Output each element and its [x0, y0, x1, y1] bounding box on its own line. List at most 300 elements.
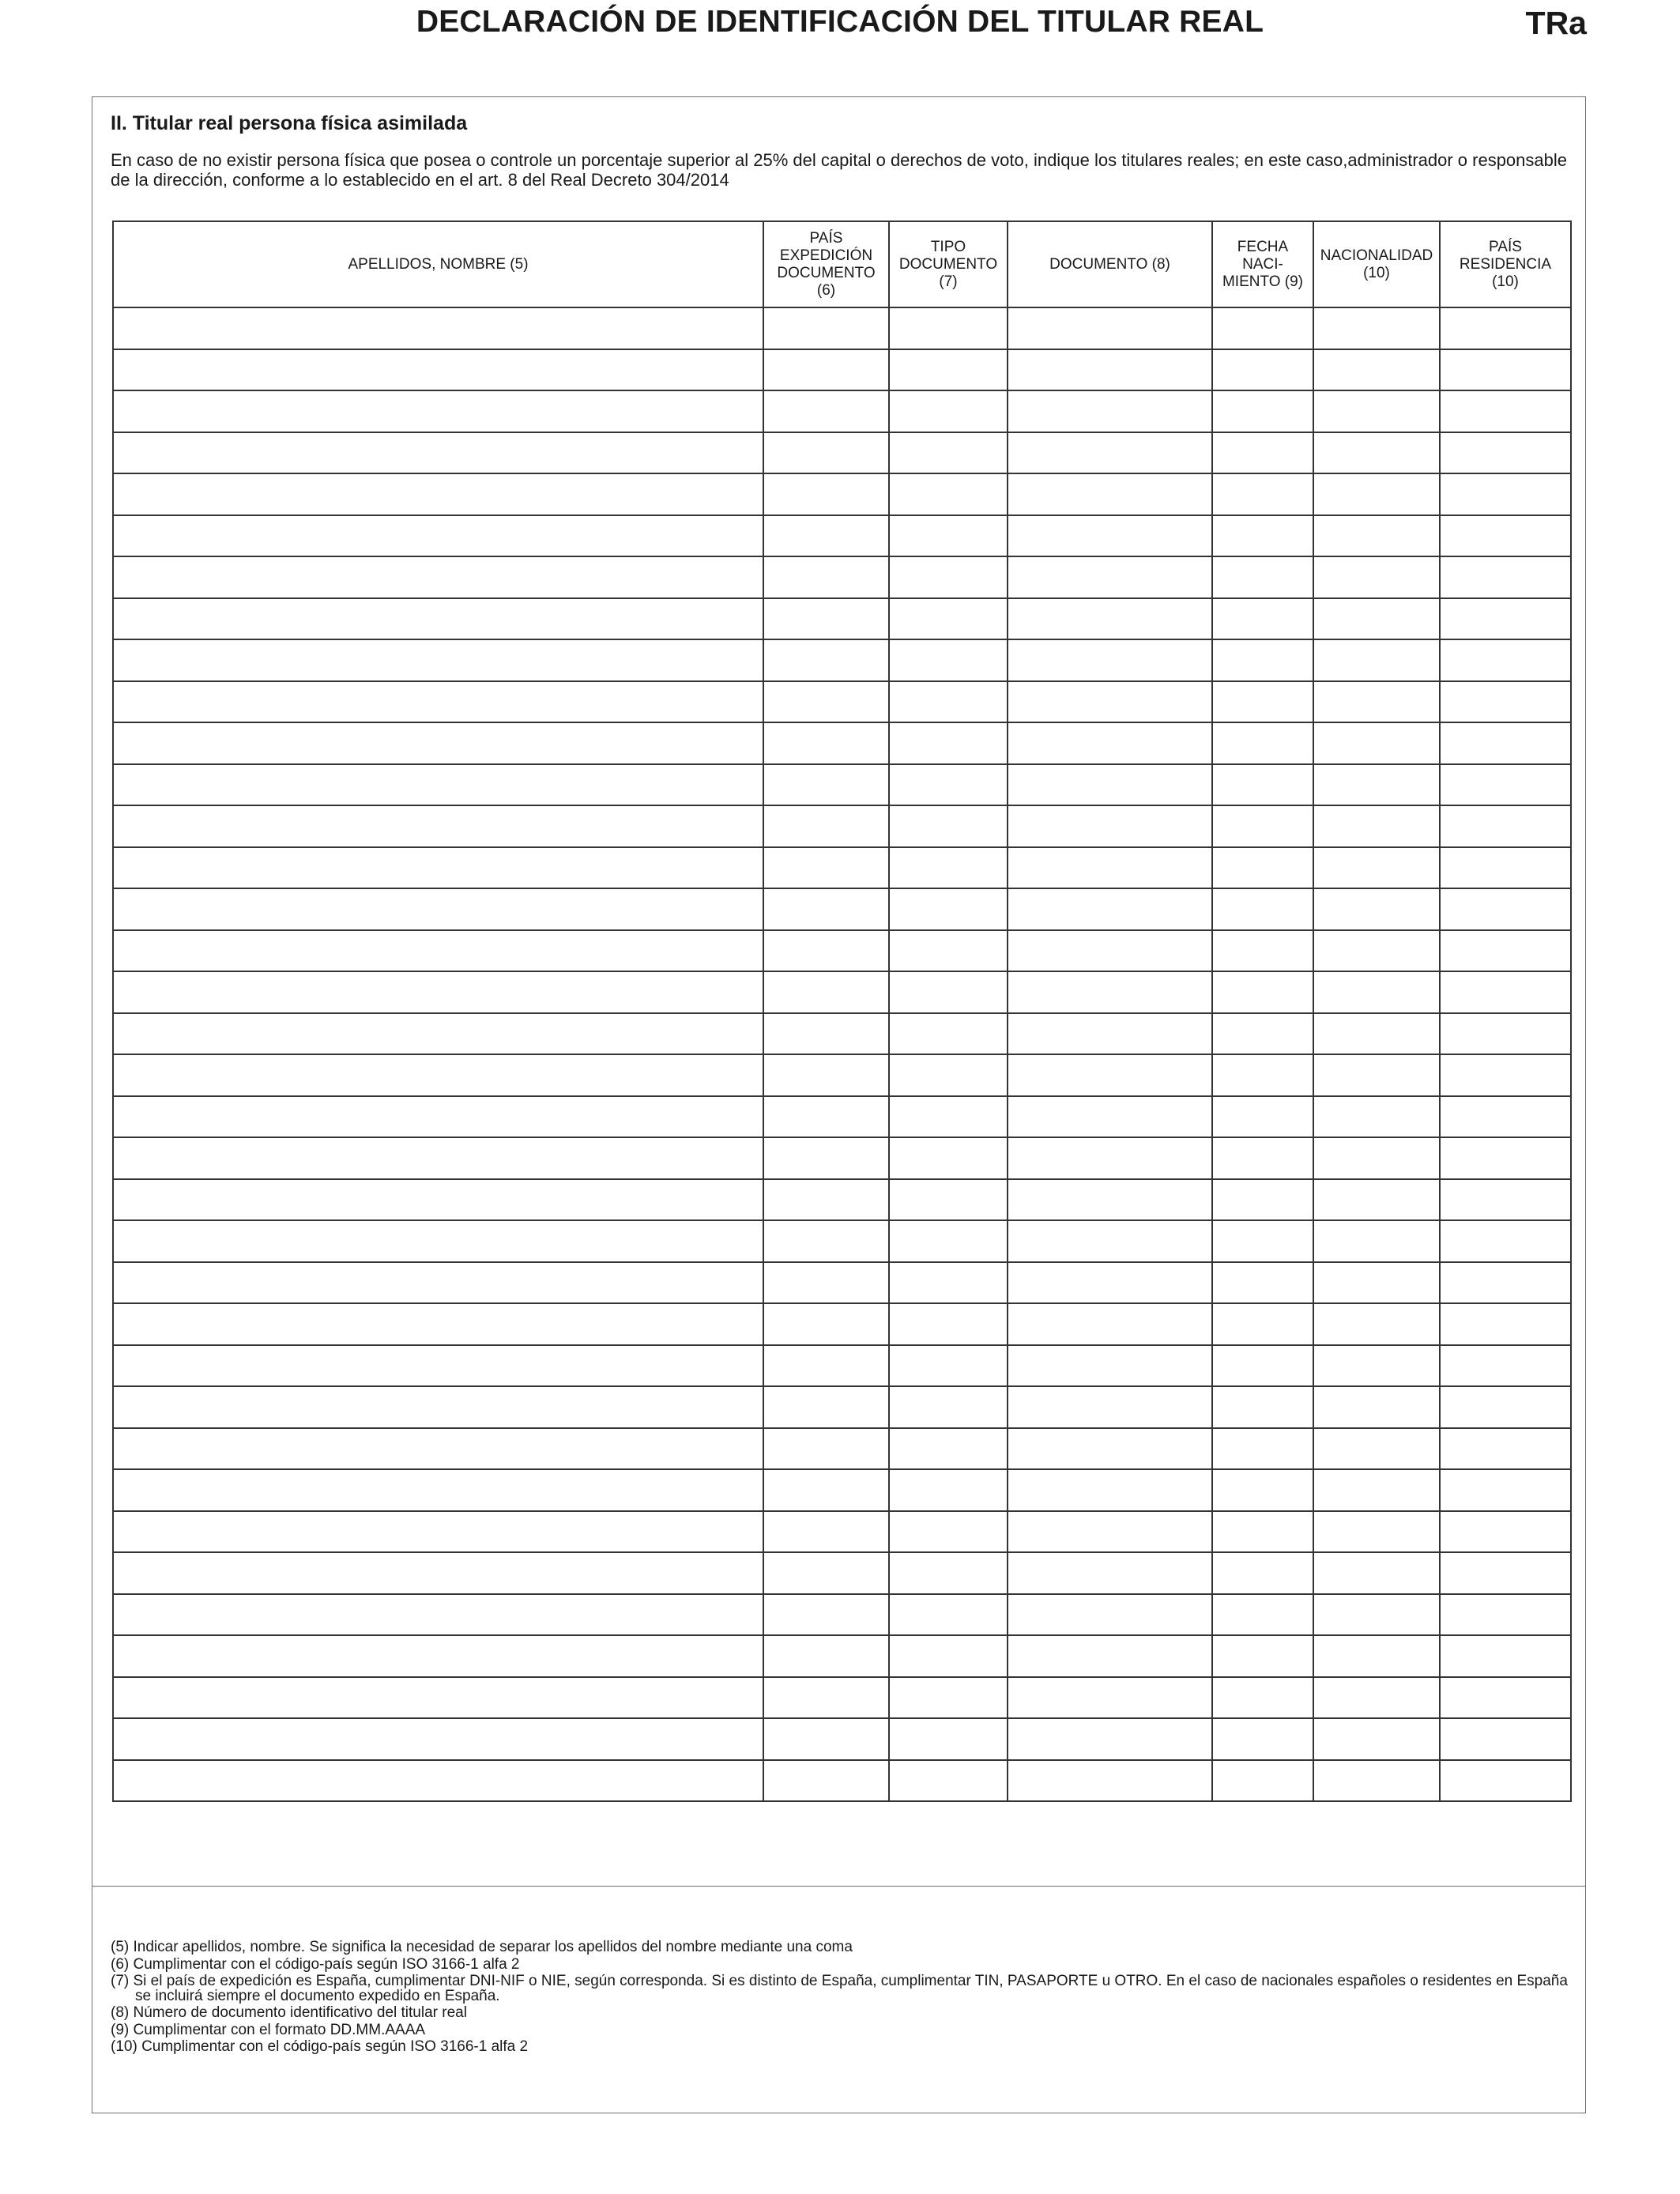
- table-cell[interactable]: [1212, 1677, 1313, 1719]
- table-cell[interactable]: [113, 1594, 763, 1636]
- table-cell[interactable]: [1313, 556, 1440, 598]
- table-cell[interactable]: [1440, 805, 1571, 847]
- table-cell[interactable]: [113, 1345, 763, 1387]
- table-cell[interactable]: [113, 722, 763, 764]
- table-cell[interactable]: [1212, 1594, 1313, 1636]
- table-cell[interactable]: [1212, 349, 1313, 391]
- column-header-pais-residencia: PAÍS RESIDENCIA (10): [1440, 221, 1571, 307]
- table-cell[interactable]: [1008, 1677, 1212, 1719]
- table-cell[interactable]: [1212, 1054, 1313, 1096]
- table-cell[interactable]: [763, 722, 889, 764]
- table-cell[interactable]: [1008, 1013, 1212, 1055]
- table-cell[interactable]: [889, 681, 1008, 723]
- table-cell[interactable]: [1313, 473, 1440, 515]
- table-cell[interactable]: [113, 764, 763, 806]
- table-cell[interactable]: [1008, 681, 1212, 723]
- table-cell[interactable]: [1440, 390, 1571, 432]
- table-cell[interactable]: [1212, 556, 1313, 598]
- table-cell[interactable]: [113, 1179, 763, 1221]
- table-cell[interactable]: [889, 1594, 1008, 1636]
- table-cell[interactable]: [763, 1096, 889, 1138]
- table-cell[interactable]: [1440, 1552, 1571, 1594]
- table-cell[interactable]: [1212, 1096, 1313, 1138]
- table-cell[interactable]: [1440, 307, 1571, 349]
- table-cell[interactable]: [889, 349, 1008, 391]
- table-cell[interactable]: [889, 556, 1008, 598]
- table-cell[interactable]: [1440, 515, 1571, 557]
- footnote-10: (10) Cumplimentar con el código-país según ISO 3166-1 alfa 2: [111, 2038, 529, 2055]
- table-cell[interactable]: [1313, 1303, 1440, 1345]
- table-row: [113, 971, 1571, 1013]
- column-header-fecha-nacimiento: FECHA NACI- MIENTO (9): [1212, 221, 1313, 307]
- table-cell[interactable]: [889, 1303, 1008, 1345]
- table-cell[interactable]: [1313, 1511, 1440, 1553]
- table-cell[interactable]: [1440, 1345, 1571, 1387]
- table-cell[interactable]: [113, 1428, 763, 1470]
- table-cell[interactable]: [1008, 764, 1212, 806]
- table-cell[interactable]: [1008, 349, 1212, 391]
- table-cell[interactable]: [1313, 1386, 1440, 1428]
- table-row: [113, 1760, 1571, 1802]
- table-cell[interactable]: [113, 307, 763, 349]
- table-cell[interactable]: [889, 1054, 1008, 1096]
- table-row: [113, 639, 1571, 681]
- document-title: DECLARACIÓN DE IDENTIFICACIÓN DEL TITULAR REAL: [416, 5, 1264, 39]
- table-cell[interactable]: [1313, 1469, 1440, 1511]
- table-cell[interactable]: [113, 930, 763, 972]
- table-cell[interactable]: [889, 515, 1008, 557]
- table-cell[interactable]: [1212, 1760, 1313, 1802]
- table-cell[interactable]: [1313, 1345, 1440, 1387]
- table-cell[interactable]: [763, 1054, 889, 1096]
- table-cell[interactable]: [889, 1469, 1008, 1511]
- table-cell[interactable]: [113, 888, 763, 930]
- table-row: [113, 432, 1571, 474]
- table-cell[interactable]: [1212, 930, 1313, 972]
- table-cell[interactable]: [1440, 1013, 1571, 1055]
- table-row: [113, 515, 1571, 557]
- table-cell[interactable]: [1212, 971, 1313, 1013]
- table-cell[interactable]: [1440, 722, 1571, 764]
- table-cell[interactable]: [889, 1220, 1008, 1262]
- table-cell[interactable]: [889, 1677, 1008, 1719]
- table-cell[interactable]: [1440, 1428, 1571, 1470]
- table-cell[interactable]: [1440, 930, 1571, 972]
- table-cell[interactable]: [113, 1635, 763, 1677]
- table-row: [113, 1718, 1571, 1760]
- table-cell[interactable]: [1212, 515, 1313, 557]
- table-cell[interactable]: [1440, 764, 1571, 806]
- table-cell[interactable]: [113, 847, 763, 889]
- table-cell[interactable]: [1008, 1386, 1212, 1428]
- table-cell[interactable]: [763, 307, 889, 349]
- table-row: [113, 930, 1571, 972]
- column-header-documento: DOCUMENTO (8): [1008, 221, 1212, 307]
- table-cell[interactable]: [1313, 349, 1440, 391]
- table-cell[interactable]: [1440, 432, 1571, 474]
- table-cell[interactable]: [1008, 556, 1212, 598]
- table-cell[interactable]: [1313, 722, 1440, 764]
- footnote-6: (6) Cumplimentar con el código-país según ISO 3166-1 alfa 2: [111, 1955, 520, 1973]
- table-cell[interactable]: [1008, 1718, 1212, 1760]
- table-cell[interactable]: [1008, 1594, 1212, 1636]
- table-cell[interactable]: [1212, 1718, 1313, 1760]
- table-cell[interactable]: [1212, 1428, 1313, 1470]
- table-cell[interactable]: [1212, 390, 1313, 432]
- table-cell[interactable]: [1212, 598, 1313, 640]
- table-cell[interactable]: [1008, 847, 1212, 889]
- table-cell[interactable]: [1313, 1220, 1440, 1262]
- table-cell[interactable]: [1440, 473, 1571, 515]
- table-cell[interactable]: [113, 971, 763, 1013]
- table-cell[interactable]: [889, 1262, 1008, 1304]
- table-cell[interactable]: [1313, 639, 1440, 681]
- table-cell[interactable]: [763, 349, 889, 391]
- table-cell[interactable]: [1008, 1220, 1212, 1262]
- table-cell[interactable]: [1313, 681, 1440, 723]
- table-cell[interactable]: [1212, 1511, 1313, 1553]
- table-cell[interactable]: [1440, 1594, 1571, 1636]
- table-cell[interactable]: [763, 432, 889, 474]
- table-cell[interactable]: [763, 1386, 889, 1428]
- table-cell[interactable]: [1212, 1635, 1313, 1677]
- table-cell[interactable]: [1440, 1054, 1571, 1096]
- table-cell[interactable]: [763, 888, 889, 930]
- table-cell[interactable]: [1212, 681, 1313, 723]
- table-cell[interactable]: [1313, 1137, 1440, 1179]
- table-row: [113, 681, 1571, 723]
- table-cell[interactable]: [1313, 1718, 1440, 1760]
- table-cell[interactable]: [1313, 1552, 1440, 1594]
- table-cell[interactable]: [1212, 1386, 1313, 1428]
- table-row: [113, 805, 1571, 847]
- table-cell[interactable]: [1440, 1511, 1571, 1553]
- table-row: [113, 1386, 1571, 1428]
- table-cell[interactable]: [1008, 1262, 1212, 1304]
- table-cell[interactable]: [113, 639, 763, 681]
- table-cell[interactable]: [1008, 598, 1212, 640]
- table-cell[interactable]: [889, 1635, 1008, 1677]
- table-cell[interactable]: [113, 556, 763, 598]
- table-cell[interactable]: [763, 1469, 889, 1511]
- table-row: [113, 722, 1571, 764]
- table-cell[interactable]: [1212, 1469, 1313, 1511]
- table-cell[interactable]: [889, 1760, 1008, 1802]
- section-intro: En caso de no existir persona física que posea o controle un porcentaje superior al 25% del capital o derechos de voto, indique los titulares reales; en este caso,administrador o responsable de la dirección, conforme a lo establecido en el art. 8 del Real Decreto 304/2014: [111, 150, 1567, 190]
- table-cell[interactable]: [763, 639, 889, 681]
- table-cell[interactable]: [1008, 1428, 1212, 1470]
- table-cell[interactable]: [889, 473, 1008, 515]
- table-cell[interactable]: [1008, 1511, 1212, 1553]
- table-cell[interactable]: [113, 473, 763, 515]
- table-row: [113, 1677, 1571, 1719]
- footnote-8: (8) Número de documento identificativo del titular real: [111, 2004, 467, 2021]
- table-cell[interactable]: [1313, 930, 1440, 972]
- footnotes: [111, 1939, 1573, 2056]
- table-cell[interactable]: [1212, 764, 1313, 806]
- table-row: [113, 1635, 1571, 1677]
- table-cell[interactable]: [113, 432, 763, 474]
- table-cell[interactable]: [889, 847, 1008, 889]
- table-cell[interactable]: [1008, 432, 1212, 474]
- column-header-pais-expedicion: PAÍS EXPEDICIÓN DOCUMENTO (6): [763, 221, 889, 307]
- table-cell[interactable]: [1008, 1054, 1212, 1096]
- table-cell[interactable]: [889, 1511, 1008, 1553]
- table-row: [113, 847, 1571, 889]
- table-cell[interactable]: [1313, 1760, 1440, 1802]
- table-cell[interactable]: [1440, 556, 1571, 598]
- table-cell[interactable]: [1313, 971, 1440, 1013]
- table-cell[interactable]: [113, 805, 763, 847]
- table-cell[interactable]: [1212, 307, 1313, 349]
- table-cell[interactable]: [113, 1386, 763, 1428]
- table-cell[interactable]: [1313, 1677, 1440, 1719]
- table-cell[interactable]: [1440, 1137, 1571, 1179]
- table-cell[interactable]: [889, 1718, 1008, 1760]
- table-cell[interactable]: [1313, 1262, 1440, 1304]
- table-cell[interactable]: [763, 1428, 889, 1470]
- table-cell[interactable]: [763, 1594, 889, 1636]
- table-cell[interactable]: [113, 1677, 763, 1719]
- table-cell[interactable]: [763, 805, 889, 847]
- table-cell[interactable]: [1212, 473, 1313, 515]
- table-cell[interactable]: [1313, 1013, 1440, 1055]
- table-row: [113, 1594, 1571, 1636]
- table-cell[interactable]: [1313, 598, 1440, 640]
- table-cell[interactable]: [1313, 390, 1440, 432]
- table-cell[interactable]: [113, 1220, 763, 1262]
- table-cell[interactable]: [113, 1013, 763, 1055]
- table-cell[interactable]: [1313, 307, 1440, 349]
- beneficial-owner-table: [112, 221, 1572, 1802]
- table-cell[interactable]: [763, 681, 889, 723]
- table-cell[interactable]: [1440, 349, 1571, 391]
- table-cell[interactable]: [889, 1096, 1008, 1138]
- table-cell[interactable]: [1008, 1137, 1212, 1179]
- table-cell[interactable]: [889, 1386, 1008, 1428]
- table-cell[interactable]: [889, 930, 1008, 972]
- table-cell[interactable]: [1212, 1220, 1313, 1262]
- table-cell[interactable]: [763, 1345, 889, 1387]
- table-row: [113, 1179, 1571, 1221]
- table-cell[interactable]: [113, 1718, 763, 1760]
- table-cell[interactable]: [763, 1760, 889, 1802]
- table-cell[interactable]: [1212, 805, 1313, 847]
- table-cell[interactable]: [1008, 1552, 1212, 1594]
- table-cell[interactable]: [889, 432, 1008, 474]
- table-cell[interactable]: [1008, 1096, 1212, 1138]
- table-cell[interactable]: [1440, 1469, 1571, 1511]
- table-cell[interactable]: [1313, 1054, 1440, 1096]
- table-cell[interactable]: [1313, 1635, 1440, 1677]
- table-cell[interactable]: [113, 1137, 763, 1179]
- table-row: [113, 349, 1571, 391]
- table-cell[interactable]: [889, 1428, 1008, 1470]
- table-cell[interactable]: [1313, 888, 1440, 930]
- table-cell[interactable]: [1212, 1013, 1313, 1055]
- table-row: [113, 390, 1571, 432]
- table-cell[interactable]: [1313, 1096, 1440, 1138]
- table-cell[interactable]: [113, 1760, 763, 1802]
- section-divider: [92, 1886, 1585, 1887]
- table-cell[interactable]: [763, 473, 889, 515]
- table-cell[interactable]: [763, 1511, 889, 1553]
- table-cell[interactable]: [1440, 1386, 1571, 1428]
- table-cell[interactable]: [763, 1262, 889, 1304]
- table-cell[interactable]: [1313, 805, 1440, 847]
- table-row: [113, 764, 1571, 806]
- table-cell[interactable]: [763, 1635, 889, 1677]
- table-cell[interactable]: [1440, 1179, 1571, 1221]
- table-cell[interactable]: [1313, 1428, 1440, 1470]
- table-cell[interactable]: [763, 515, 889, 557]
- table-cell[interactable]: [889, 971, 1008, 1013]
- table-cell[interactable]: [113, 390, 763, 432]
- table-cell[interactable]: [763, 1303, 889, 1345]
- table-body: [113, 307, 1571, 1801]
- table-cell[interactable]: [1313, 1594, 1440, 1636]
- table-cell[interactable]: [763, 1179, 889, 1221]
- table-cell[interactable]: [1008, 515, 1212, 557]
- table-cell[interactable]: [1212, 1345, 1313, 1387]
- table-cell[interactable]: [113, 1054, 763, 1096]
- table-cell[interactable]: [763, 1677, 889, 1719]
- table-cell[interactable]: [763, 764, 889, 806]
- table-cell[interactable]: [763, 598, 889, 640]
- column-header-apellidos-nombre: APELLIDOS, NOMBRE (5): [113, 221, 763, 307]
- table-cell[interactable]: [1008, 971, 1212, 1013]
- table-cell[interactable]: [1008, 930, 1212, 972]
- table-cell[interactable]: [113, 1303, 763, 1345]
- table-cell[interactable]: [1440, 971, 1571, 1013]
- table-cell[interactable]: [1313, 515, 1440, 557]
- table-cell[interactable]: [1008, 888, 1212, 930]
- table-row: [113, 1428, 1571, 1470]
- table-cell[interactable]: [1440, 888, 1571, 930]
- table-cell[interactable]: [889, 1345, 1008, 1387]
- table-cell[interactable]: [763, 1137, 889, 1179]
- table-cell[interactable]: [889, 888, 1008, 930]
- table-cell[interactable]: [889, 390, 1008, 432]
- table-header-row: [113, 221, 1571, 307]
- table-cell[interactable]: [889, 1179, 1008, 1221]
- table-cell[interactable]: [1440, 1677, 1571, 1719]
- table-cell[interactable]: [113, 349, 763, 391]
- table-cell[interactable]: [1440, 1635, 1571, 1677]
- table-cell[interactable]: [1440, 1096, 1571, 1138]
- table-cell[interactable]: [1313, 432, 1440, 474]
- table-row: [113, 1469, 1571, 1511]
- table-cell[interactable]: [1008, 1635, 1212, 1677]
- table-cell[interactable]: [1008, 722, 1212, 764]
- table-row: [113, 473, 1571, 515]
- table-cell[interactable]: [1008, 1469, 1212, 1511]
- table-cell[interactable]: [1008, 1303, 1212, 1345]
- table-cell[interactable]: [1008, 1760, 1212, 1802]
- table-cell[interactable]: [1212, 1137, 1313, 1179]
- table-row: [113, 888, 1571, 930]
- table-cell[interactable]: [889, 639, 1008, 681]
- table-cell[interactable]: [1440, 1220, 1571, 1262]
- table-cell[interactable]: [1440, 1718, 1571, 1760]
- table-cell[interactable]: [889, 307, 1008, 349]
- table-cell[interactable]: [1008, 307, 1212, 349]
- table-cell[interactable]: [763, 847, 889, 889]
- table-cell[interactable]: [889, 722, 1008, 764]
- table-cell[interactable]: [763, 1718, 889, 1760]
- table-cell[interactable]: [1212, 639, 1313, 681]
- form-code: TRa: [1525, 5, 1587, 41]
- table-cell[interactable]: [113, 681, 763, 723]
- table-cell[interactable]: [1313, 1179, 1440, 1221]
- table-cell[interactable]: [763, 971, 889, 1013]
- footnote-5: (5) Indicar apellidos, nombre. Se significa la necesidad de separar los apellidos del nombre mediante una coma: [111, 1939, 853, 1955]
- table-cell[interactable]: [889, 598, 1008, 640]
- table-cell[interactable]: [1313, 764, 1440, 806]
- table-cell[interactable]: [763, 1220, 889, 1262]
- table-cell[interactable]: [1440, 1760, 1571, 1802]
- section-title: II. Titular real persona física asimilada: [111, 112, 468, 134]
- table-cell[interactable]: [1212, 722, 1313, 764]
- table-cell[interactable]: [113, 1262, 763, 1304]
- table-row: [113, 1013, 1571, 1055]
- table-cell[interactable]: [1008, 1345, 1212, 1387]
- table-cell[interactable]: [1212, 1179, 1313, 1221]
- table-row: [113, 598, 1571, 640]
- table-row: [113, 1096, 1571, 1138]
- table-cell[interactable]: [1212, 1303, 1313, 1345]
- table-cell[interactable]: [1440, 681, 1571, 723]
- table-cell[interactable]: [113, 1511, 763, 1553]
- table-cell[interactable]: [113, 598, 763, 640]
- table-row: [113, 307, 1571, 349]
- table-cell[interactable]: [113, 1469, 763, 1511]
- table-cell[interactable]: [889, 1137, 1008, 1179]
- table-cell[interactable]: [889, 1013, 1008, 1055]
- table-cell[interactable]: [1008, 473, 1212, 515]
- table-cell[interactable]: [113, 515, 763, 557]
- table-cell[interactable]: [1212, 1552, 1313, 1594]
- table-row: [113, 1220, 1571, 1262]
- table-cell[interactable]: [763, 1552, 889, 1594]
- table-cell[interactable]: [889, 764, 1008, 806]
- table-cell[interactable]: [113, 1552, 763, 1594]
- table-cell[interactable]: [763, 930, 889, 972]
- table-cell[interactable]: [1212, 847, 1313, 889]
- table-cell[interactable]: [1212, 1262, 1313, 1304]
- table-cell[interactable]: [763, 556, 889, 598]
- table-cell[interactable]: [889, 1552, 1008, 1594]
- table-cell[interactable]: [1008, 390, 1212, 432]
- table-cell[interactable]: [763, 1013, 889, 1055]
- table-cell[interactable]: [1008, 805, 1212, 847]
- table-cell[interactable]: [1440, 639, 1571, 681]
- table-cell[interactable]: [889, 805, 1008, 847]
- table-row: [113, 1552, 1571, 1594]
- table-cell[interactable]: [1008, 639, 1212, 681]
- table-cell[interactable]: [1212, 888, 1313, 930]
- table-cell[interactable]: [1440, 598, 1571, 640]
- table-cell[interactable]: [1008, 1179, 1212, 1221]
- table-cell[interactable]: [113, 1096, 763, 1138]
- column-header-tipo-documento: TIPO DOCUMENTO (7): [889, 221, 1008, 307]
- table-cell[interactable]: [1212, 432, 1313, 474]
- table-cell[interactable]: [1440, 1262, 1571, 1304]
- table-cell[interactable]: [1313, 847, 1440, 889]
- table-cell[interactable]: [1440, 847, 1571, 889]
- table-cell[interactable]: [763, 390, 889, 432]
- table-cell[interactable]: [1440, 1303, 1571, 1345]
